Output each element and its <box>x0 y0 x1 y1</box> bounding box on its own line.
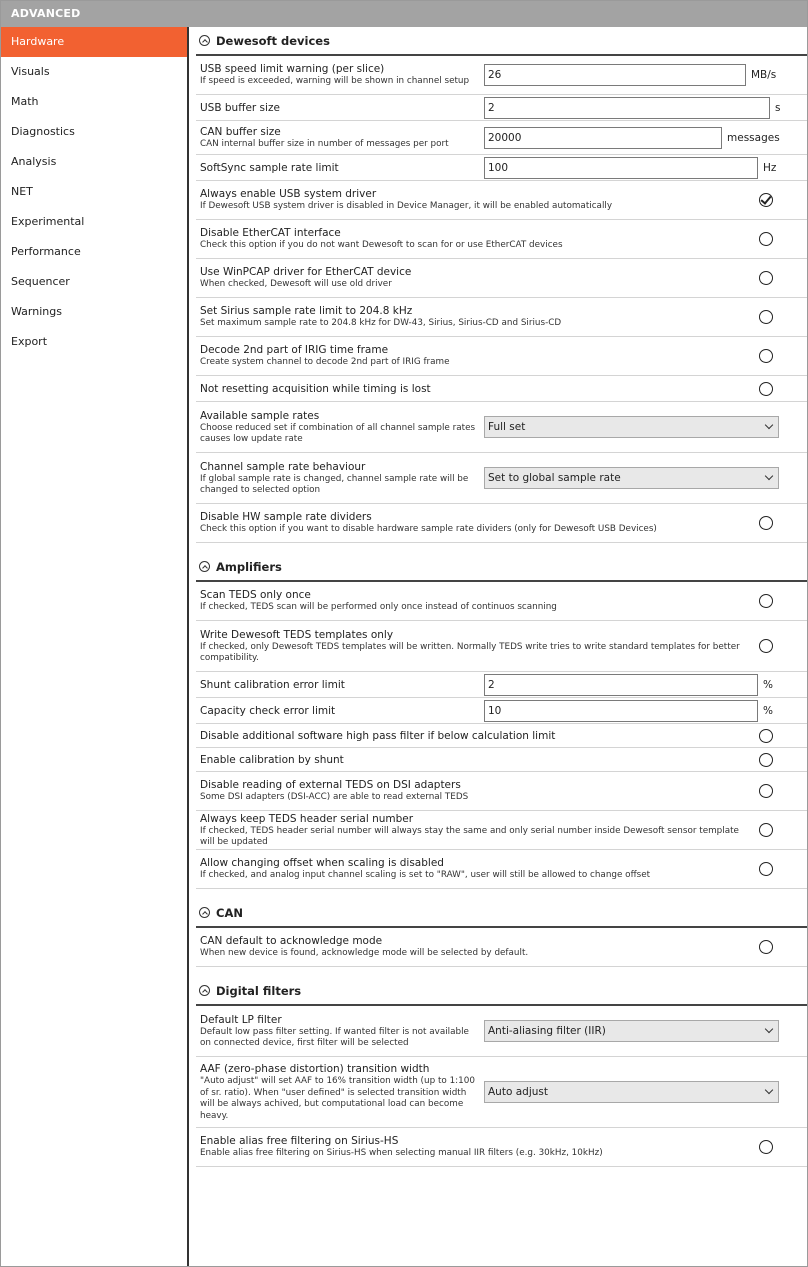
always-keep-teds-header-serial-number-toggle[interactable] <box>759 823 773 837</box>
section-dewesoft-devices <box>190 27 807 553</box>
setting-label <box>200 304 740 330</box>
setting-title: CAN buffer size <box>200 125 281 138</box>
capacity-check-error-limit-input[interactable]: 10 <box>484 700 758 722</box>
chevron-down-icon <box>765 421 773 429</box>
input-group <box>484 672 773 697</box>
section-title: Dewesoft devices <box>216 33 330 48</box>
sidebar-item-diagnostics[interactable]: Diagnostics <box>11 125 75 138</box>
setting-label <box>200 753 740 767</box>
setting-description: Check this option if you want to disable hardware sample rate dividers (only for Dewesoft USB Devices) <box>200 524 657 535</box>
setting-title: Available sample rates <box>200 409 320 422</box>
setting-label <box>200 226 740 252</box>
setting-title: Write Dewesoft TEDS templates only <box>200 628 394 641</box>
setting-description: "Auto adjust" will set AAF to 16% transition width (up to 1:100 of sr. ratio). When "user defined" is selected transition width will be always achived, but computational load can become heavy. <box>200 1076 475 1121</box>
setting-label <box>200 812 740 849</box>
setting-title: Scan TEDS only once <box>200 589 311 602</box>
sidebar-item-math[interactable]: Math <box>11 95 39 108</box>
setting-description: CAN internal buffer size in number of messages per port <box>200 138 449 149</box>
setting-description: If checked, and analog input channel scaling is set to "RAW", user will still be allowed to change offset <box>200 870 651 881</box>
sidebar-item-net[interactable]: NET <box>11 185 33 198</box>
setting-row-aaf-zero-phase-distortion-transition-width <box>196 1057 807 1128</box>
setting-row-always-keep-teds-header-serial-number <box>196 811 807 850</box>
unit-label: MB/s <box>751 69 777 81</box>
scan-teds-only-once-toggle[interactable] <box>759 594 773 608</box>
setting-description: If checked, only Dewesoft TEDS templates will be written. Normally TEDS write tries to write standard templates for better compatibility. <box>200 641 740 663</box>
enable-alias-free-filtering-on-sirius-hs-toggle[interactable] <box>759 1140 773 1154</box>
setting-label <box>200 856 740 882</box>
section-digital-filters <box>190 977 807 1167</box>
setting-title: Use WinPCAP driver for EtherCAT device <box>200 266 412 279</box>
sidebar-item-sequencer[interactable]: Sequencer <box>11 275 70 288</box>
setting-title: Set Sirius sample rate limit to 204.8 kHz <box>200 305 413 318</box>
setting-description: Create system channel to decode 2nd part of IRIG frame <box>200 357 450 368</box>
setting-row-always-enable-usb-system-driver <box>196 181 807 220</box>
setting-label <box>200 1134 740 1160</box>
setting-row-softsync-sample-rate-limit <box>196 155 807 181</box>
setting-label <box>200 62 482 88</box>
setting-title: Decode 2nd part of IRIG time frame <box>200 344 389 357</box>
collapse-chevron-icon[interactable] <box>199 561 210 572</box>
usb-buffer-size-input[interactable]: 2 <box>484 97 770 119</box>
setting-row-write-dewesoft-teds-templates-only <box>196 621 807 672</box>
setting-label <box>200 265 740 291</box>
sidebar <box>1 27 189 1266</box>
setting-description: If speed is exceeded, warning will be shown in channel setup <box>200 76 470 87</box>
section-title: Digital filters <box>216 983 302 998</box>
setting-label <box>200 729 740 743</box>
setting-title: Not resetting acquisition while timing is lost <box>200 382 431 395</box>
setting-label <box>200 1013 482 1050</box>
setting-row-disable-additional-software-high-pass-filter-if-below-calculation-limit <box>196 724 807 748</box>
chevron-down-icon <box>765 1025 773 1033</box>
allow-changing-offset-when-scaling-is-disabled-toggle[interactable] <box>759 862 773 876</box>
available-sample-rates-dropdown[interactable] <box>484 416 779 438</box>
set-sirius-sample-rate-limit-to-204-8-khz-toggle[interactable] <box>759 310 773 324</box>
setting-label <box>200 409 482 446</box>
sidebar-item-warnings[interactable]: Warnings <box>11 305 62 318</box>
setting-title: SoftSync sample rate limit <box>200 161 339 174</box>
setting-description: Some DSI adapters (DSI-ACC) are able to read external TEDS <box>200 792 469 803</box>
setting-row-set-sirius-sample-rate-limit-to-204-8-khz <box>196 298 807 337</box>
setting-title: Enable alias free filtering on Sirius-HS <box>200 1135 399 1148</box>
setting-title: Disable reading of external TEDS on DSI adapters <box>200 779 461 792</box>
setting-row-scan-teds-only-once <box>196 582 807 621</box>
dropdown-value: Full set <box>488 421 526 433</box>
write-dewesoft-teds-templates-only-toggle[interactable] <box>759 639 773 653</box>
aaf-zero-phase-distortion-transition-width-dropdown[interactable] <box>484 1081 779 1103</box>
setting-title: USB buffer size <box>200 101 280 114</box>
setting-title: Disable additional software high pass filter if below calculation limit <box>200 729 556 742</box>
disable-additional-software-high-pass-filter-if-below-calculation-limit-toggle[interactable] <box>759 729 773 743</box>
setting-description: If Dewesoft USB system driver is disabled in Device Manager, it will be enabled automatically <box>200 201 613 212</box>
setting-title: AAF (zero-phase distortion) transition width <box>200 1063 430 1075</box>
setting-title: Default LP filter <box>200 1013 282 1026</box>
setting-label <box>200 628 740 665</box>
setting-row-disable-hw-sample-rate-dividers <box>196 504 807 543</box>
setting-row-allow-changing-offset-when-scaling-is-disabled <box>196 850 807 889</box>
setting-label <box>200 588 740 614</box>
not-resetting-acquisition-while-timing-is-lost-toggle[interactable] <box>759 382 773 396</box>
setting-description: When new device is found, acknowledge mode will be selected by default. <box>200 948 529 959</box>
section-amplifiers <box>190 553 807 899</box>
section-title: CAN <box>216 905 243 920</box>
setting-description: Choose reduced set if combination of all channel sample rates causes low update rate <box>200 422 476 444</box>
chevron-down-icon <box>765 472 773 480</box>
usb-speed-limit-warning-per-slice-input[interactable]: 26 <box>484 64 746 86</box>
input-group <box>484 698 773 723</box>
setting-row-usb-speed-limit-warning-per-slice <box>196 56 807 95</box>
setting-label <box>200 934 740 960</box>
input-group <box>484 95 780 120</box>
setting-title: Allow changing offset when scaling is disabled <box>200 857 444 870</box>
sidebar-item-analysis[interactable]: Analysis <box>11 155 57 168</box>
sidebar-item-experimental[interactable]: Experimental <box>11 215 85 228</box>
default-lp-filter-dropdown[interactable] <box>484 1020 779 1042</box>
setting-label <box>200 125 482 151</box>
collapse-chevron-icon[interactable] <box>199 985 210 996</box>
section-header-amplifiers[interactable] <box>196 553 807 582</box>
input-group <box>484 121 780 154</box>
setting-title: Channel sample rate behaviour <box>200 460 366 473</box>
setting-title: Always keep TEDS header serial number <box>200 812 414 825</box>
setting-row-available-sample-rates <box>196 402 807 453</box>
dropdown-value: Auto adjust <box>488 1086 548 1098</box>
setting-label <box>200 161 482 175</box>
setting-description: When checked, Dewesoft will use old driver <box>200 279 392 290</box>
setting-row-can-default-to-acknowledge-mode <box>196 928 807 967</box>
setting-row-disable-reading-of-external-teds-on-dsi-adapters <box>196 772 807 811</box>
channel-sample-rate-behaviour-dropdown[interactable] <box>484 467 779 489</box>
setting-description: If global sample rate is changed, channel sample rate will be changed to selected option <box>200 473 469 495</box>
setting-row-shunt-calibration-error-limit <box>196 672 807 698</box>
setting-title: USB speed limit warning (per slice) <box>200 63 385 76</box>
setting-title: Disable EtherCAT interface <box>200 227 341 240</box>
setting-row-enable-alias-free-filtering-on-sirius-hs <box>196 1128 807 1167</box>
unit-label: Hz <box>763 161 777 174</box>
disable-reading-of-external-teds-on-dsi-adapters-toggle[interactable] <box>759 784 773 798</box>
setting-label <box>200 382 740 396</box>
setting-label <box>200 1062 482 1122</box>
section-header-dewesoft-devices[interactable] <box>196 27 807 56</box>
setting-label <box>200 778 740 804</box>
sidebar-item-visuals[interactable]: Visuals <box>11 65 50 78</box>
can-buffer-size-input[interactable]: 20000 <box>484 127 722 149</box>
section-can <box>190 899 807 977</box>
chevron-down-icon <box>765 1086 773 1094</box>
setting-title: Enable calibration by shunt <box>200 753 344 766</box>
sidebar-item-hardware[interactable]: Hardware <box>1 27 187 57</box>
setting-row-disable-ethercat-interface <box>196 220 807 259</box>
setting-title: Capacity check error limit <box>200 704 336 717</box>
unit-label: % <box>763 704 773 717</box>
setting-description: If checked, TEDS scan will be performed only once instead of continuos scanning <box>200 602 557 613</box>
setting-description: Check this option if you do not want Dewesoft to scan for or use EtherCAT devices <box>200 240 563 251</box>
window-title: ADVANCED <box>1 1 807 27</box>
setting-row-use-winpcap-driver-for-ethercat-device <box>196 259 807 298</box>
setting-row-default-lp-filter <box>196 1006 807 1057</box>
setting-label <box>200 678 482 692</box>
setting-label <box>200 460 482 497</box>
disable-ethercat-interface-toggle[interactable] <box>759 232 773 246</box>
setting-title: Disable HW sample rate dividers <box>200 511 372 524</box>
setting-label <box>200 343 740 369</box>
setting-row-enable-calibration-by-shunt <box>196 748 807 772</box>
enable-calibration-by-shunt-toggle[interactable] <box>759 753 773 767</box>
section-header-can[interactable] <box>196 899 807 928</box>
input-group <box>484 155 776 180</box>
setting-title: Shunt calibration error limit <box>200 678 345 691</box>
dropdown-value: Anti-aliasing filter (IIR) <box>488 1025 606 1037</box>
setting-label <box>200 510 740 536</box>
shunt-calibration-error-limit-input[interactable]: 2 <box>484 674 758 696</box>
can-default-to-acknowledge-mode-toggle[interactable] <box>759 940 773 954</box>
unit-label: messages <box>727 131 780 144</box>
section-title: Amplifiers <box>216 559 282 574</box>
unit-label: % <box>763 678 773 691</box>
disable-hw-sample-rate-dividers-toggle[interactable] <box>759 516 773 530</box>
softsync-sample-rate-limit-input[interactable]: 100 <box>484 157 758 179</box>
sidebar-item-export[interactable]: Export <box>11 335 48 348</box>
always-enable-usb-system-driver-toggle[interactable] <box>759 193 773 207</box>
collapse-chevron-icon[interactable] <box>199 35 210 46</box>
sidebar-item-performance[interactable]: Performance <box>11 245 81 258</box>
setting-row-capacity-check-error-limit <box>196 698 807 724</box>
dropdown-value: Set to global sample rate <box>488 472 621 484</box>
settings-content <box>190 27 807 1266</box>
setting-row-can-buffer-size <box>196 121 807 155</box>
setting-row-not-resetting-acquisition-while-timing-is-lost <box>196 376 807 402</box>
use-winpcap-driver-for-ethercat-device-toggle[interactable] <box>759 271 773 285</box>
setting-title: Always enable USB system driver <box>200 188 377 201</box>
setting-description: Enable alias free filtering on Sirius-HS when selecting manual IIR filters (e.g. 30kHz, 10kHz) <box>200 1148 603 1159</box>
setting-row-decode-2nd-part-of-irig-time-frame <box>196 337 807 376</box>
section-header-digital-filters[interactable] <box>196 977 807 1006</box>
setting-description: Set maximum sample rate to 204.8 kHz for DW-43, Sirius, Sirius-CD and Sirius-CD <box>200 318 562 329</box>
setting-label <box>200 187 740 213</box>
setting-row-channel-sample-rate-behaviour <box>196 453 807 504</box>
decode-2nd-part-of-irig-time-frame-toggle[interactable] <box>759 349 773 363</box>
collapse-chevron-icon[interactable] <box>199 907 210 918</box>
setting-label <box>200 704 482 718</box>
unit-label: s <box>775 101 781 114</box>
setting-description: If checked, TEDS header serial number will always stay the same and only serial number inside Dewesoft sensor template will be updated <box>200 825 739 847</box>
setting-row-usb-buffer-size <box>196 95 807 121</box>
input-group <box>484 56 776 94</box>
setting-title: CAN default to acknowledge mode <box>200 935 383 948</box>
setting-label <box>200 101 482 115</box>
setting-description: Default low pass filter setting. If wanted filter is not available on connected device, first filter will be selected <box>200 1026 469 1048</box>
